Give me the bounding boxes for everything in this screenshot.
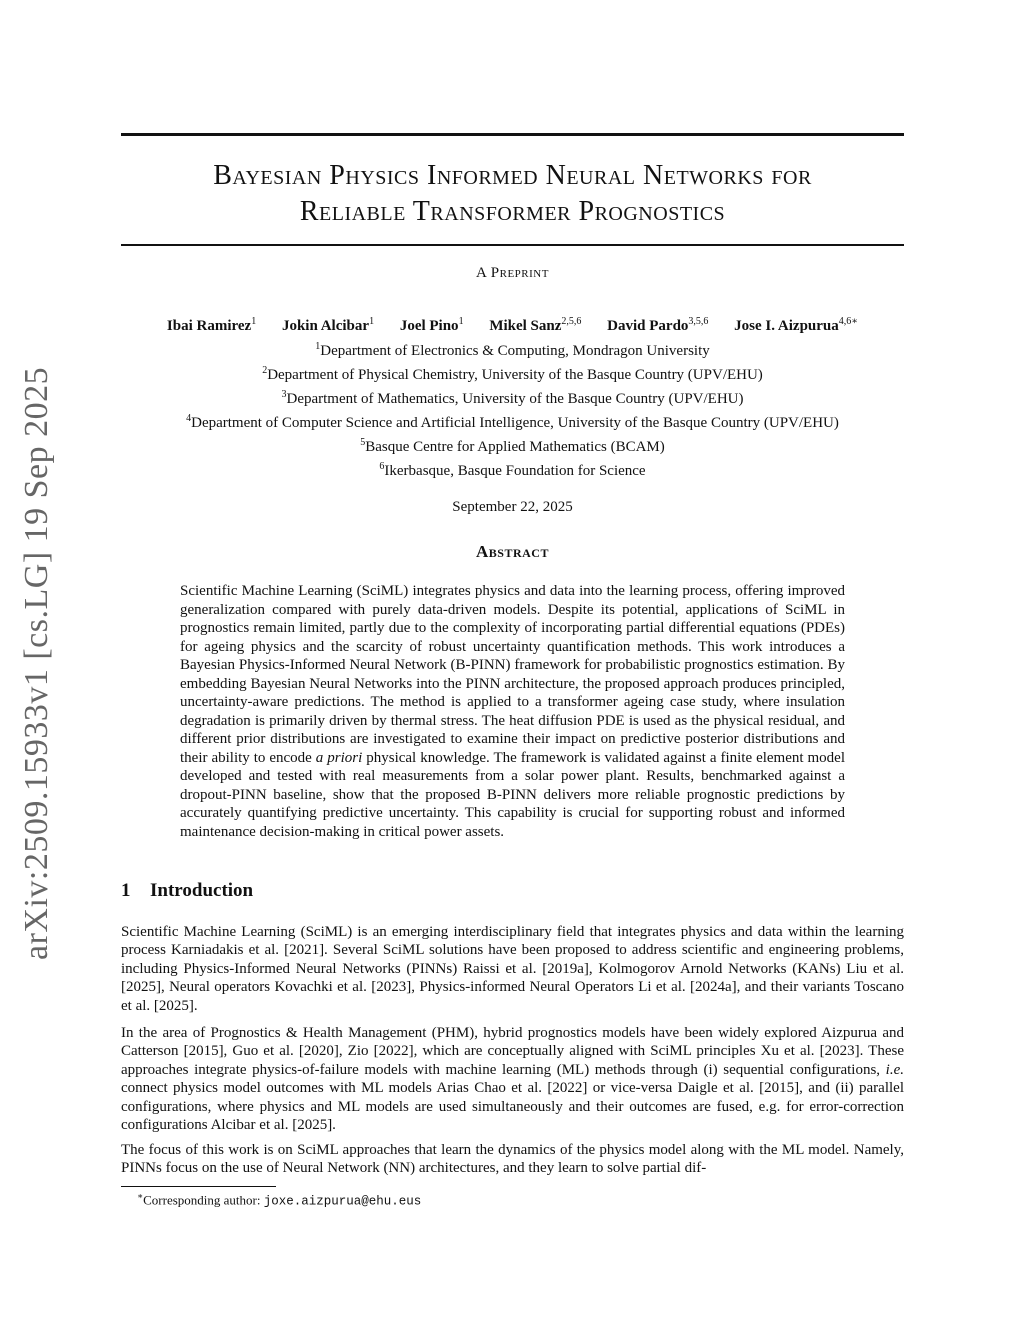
author-affiliation-marker: 1 [369,316,375,327]
author-name: Joel Pino [399,318,459,334]
author [400,316,464,335]
author [607,316,708,335]
footnote-marker: ∗ [137,1191,144,1201]
affiliation-marker: 6 [379,461,385,472]
author-affiliation-marker: 1 [458,316,464,327]
affiliation-marker: 1 [315,341,321,352]
affiliation-text: Basque Centre for Applied Mathematics (BCAM) [365,439,665,455]
author [734,316,858,335]
intro-paragraph-3: The focus of this work is on SciML approaches that learn the dynamics of the physics model along with the ML model. Namely, PINNs focus on the use of Neural Network (NN) architectures, and they learn to solve partial dif- [121,1142,904,1177]
affiliation [121,337,904,361]
author-name: Mikel Sanz [489,318,562,334]
footnote [137,1191,421,1208]
footnote-label: Corresponding author: [143,1192,264,1208]
section-title: Introduction [150,880,254,901]
author-affiliation-marker: 4,6∗ [838,316,859,327]
section-heading-introduction [121,880,253,902]
preprint-label: A Preprint [476,265,549,281]
title-line-2: Reliable Transformer Prognostics [299,196,726,227]
section-number: 1 [121,880,131,901]
author-name: Jokin Alcibar [281,318,370,334]
corresponding-email-link[interactable]: joxe.aizpurua@ehu.eus [263,1194,422,1209]
intro-paragraph-1: Scientific Machine Learning (SciML) is an emerging interdisciplinary field that integrates physics and data within the learning process Karniadakis et al. [2021]. Several SciML solutions have been proposed to address scientific and engineering problems, including Physics-Informed Neural Networks (PINNs) Raissi et al. [2019a], Kolmogorov Arnold Networks (KANs) Liu et al. [2025], Neural operators Kovachki et al. [2023], Physics-informed Neural Operators Li et al. [2024a], and their variants Toscano et al. [2025]. [121,924,904,1014]
affiliation-marker: 3 [281,389,287,400]
affiliation [121,457,904,481]
affiliation-text: Ikerbasque, Basque Foundation for Science [384,463,646,479]
author-name: Jose I. Aizpurua [734,318,839,334]
affiliation-text: Department of Physical Chemistry, University of the Basque Country (UPV/EHU) [267,367,763,383]
footnote-rule [121,1186,276,1187]
abstract-body [180,582,845,841]
author-affiliation-marker: 3,5,6 [688,316,709,327]
paragraph-text: In the area of Prognostics & Health Management (PHM), hybrid prognostics models have been widely explored Aizpurua and Catterson [2015], Guo et al. [2020], Zio [2022], which are conceptually aligned with SciML principles Xu et al. [2023]. These approaches integrate physics-of-failure models with machine learning (ML) methods through (i) sequential configurations, [121,1025,904,1078]
affiliation [121,361,904,385]
affiliation-marker: 2 [262,365,268,376]
author [489,316,581,335]
affiliation-marker: 5 [360,437,366,448]
publication-date: September 22, 2025 [452,499,573,515]
title-top-rule [121,133,904,136]
paragraph-text-continued: connect physics model outcomes with ML models Arias Chao et al. [2022] or vice-versa Daigle et al. [2015], and (ii) parallel configurations, where physics and ML models are used simultaneously and their outcomes are fused, e.g. for error-correction configurations Alcibar et al. [2025]. [121,1080,904,1134]
author-name: David Pardo [607,318,689,334]
title-bottom-rule [121,244,904,246]
abstract-text-continued: physical knowledge. The framework is validated against a finite element model developed and tested with real measurements from a solar power plant. Results, benchmarked against a dropout-PINN baseline, show that the proposed B-PINN delivers more reliable prognostic predictions by accurately quantifying predictive uncertainty. This capability is crucial for supporting robust and informed maintenance decision-making in critical power assets. [180,749,845,840]
author-affiliation-marker: 2,5,6 [561,316,582,327]
title-line-1: Bayesian Physics Informed Neural Networks for [213,160,812,191]
affiliation-text: Department of Mathematics, University of the Basque Country (UPV/EHU) [286,391,744,407]
affiliation [121,433,904,457]
affiliation-marker: 4 [186,413,192,424]
author [167,316,256,335]
affiliation-text: Department of Computer Science and Artificial Intelligence, University of the Basque Country (UPV/EHU) [191,415,839,431]
paragraph-emphasis: i.e. [885,1061,904,1078]
paper-title [121,158,904,230]
affiliation-text: Department of Electronics & Computing, Mondragon University [320,343,710,359]
abstract-heading: Abstract [476,542,549,561]
author-affiliation-marker: 1 [251,316,257,327]
abstract-emphasis: a priori [315,749,363,766]
affiliation-list [121,337,904,481]
author-name: Ibai Ramirez [166,318,252,334]
author [282,316,374,335]
intro-paragraph-2 [121,1024,904,1134]
affiliation [121,385,904,409]
abstract-text: Scientific Machine Learning (SciML) integrates physics and data into the learning process, offering improved generalization compared with purely data-driven models. Despite its potential, applications of SciML in prognostics remain limited, partly due to the complexity of incorporating partial differential equations (PDEs) for ageing physics and the scarcity of robust uncertainty quantification methods. This work introduces a Bayesian Physics-Informed Neural Network (B-PINN) framework for probabilistic prognostics estimation. By embedding Bayesian Neural Networks into the PINN architecture, the proposed approach produces principled, uncertainty-aware predictions. The method is applied to a transformer ageing case study, where insulation degradation is primarily driven by thermal stress. The heat diffusion PDE is used as the physical residual, and different prior distributions are investigated to examine their impact on predictive posterior distributions and their ability to encode [180,583,845,766]
author-list [121,316,904,335]
arxiv-identifier: arXiv:2509.15933v1 [cs.LG] 19 Sep 2025 [18,366,55,960]
affiliation [121,409,904,433]
